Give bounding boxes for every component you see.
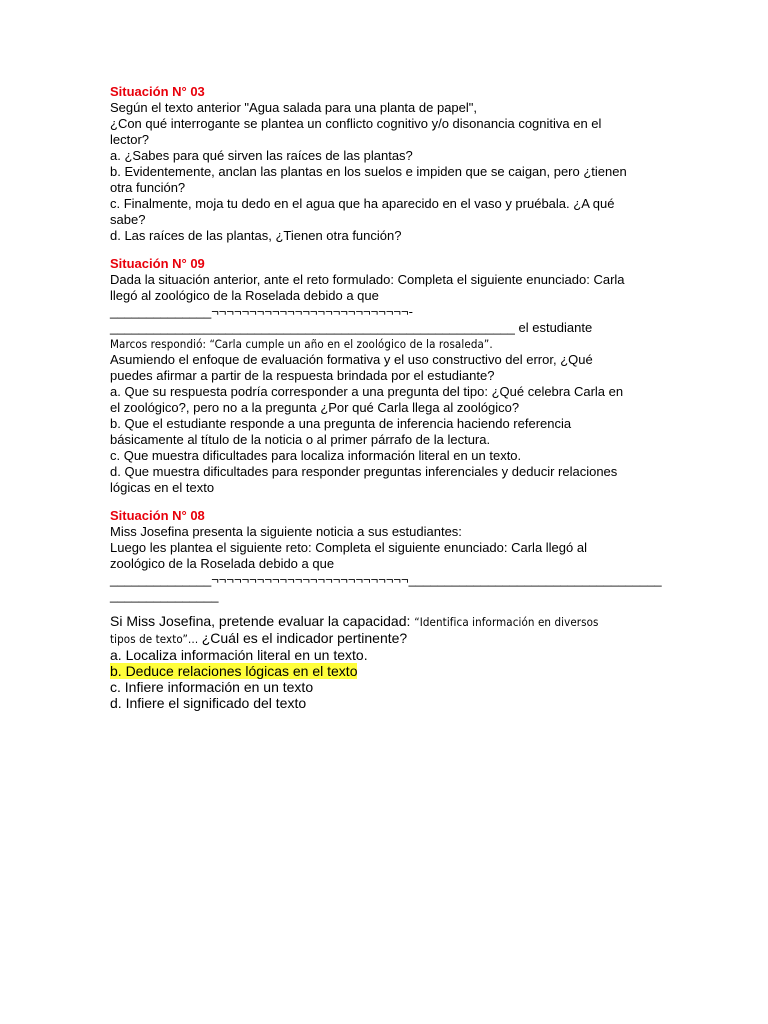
s03-line-2: ¿Con qué interrogante se plantea un conflicto cognitivo y/o disonancia cognitiva en el <box>110 116 602 131</box>
s03-option-d: d. Las raíces de las plantas, ¿Tienen otra función? <box>110 228 402 243</box>
s09-marcos-response: Marcos respondió: “Carla cumple un año en el zoológico de la rosaleda”. <box>110 337 493 351</box>
situacion-03-heading: Situación N° 03 <box>110 84 205 99</box>
s03-option-a: a. ¿Sabes para qué sirven las raíces de las plantas? <box>110 148 413 163</box>
situacion-08-heading: Situación N° 08 <box>110 508 205 523</box>
s03-line-1: Según el texto anterior "Agua salada para una planta de papel", <box>110 100 477 115</box>
s08-blank-line-2: _______________ <box>110 588 219 603</box>
s08-question-capacity: “Identifica información en diversos <box>414 615 599 629</box>
s08-question-start: Si Miss Josefina, pretende evaluar la capacidad: <box>110 613 415 629</box>
s03-line-3: lector? <box>110 132 150 147</box>
s08-line-1: Miss Josefina presenta la siguiente noticia a sus estudiantes: <box>110 524 462 539</box>
highlighted-answer: b. Deduce relaciones lógicas en el texto <box>110 663 358 679</box>
s09-line-2: llegó al zoológico de la Roselada debido a que <box>110 288 379 303</box>
s08-option-a: a. Localiza información literal en un texto. <box>110 647 368 663</box>
s03-option-c: c. Finalmente, moja tu dedo en el agua que ha aparecido en el vaso y pruébala. ¿A qué <box>110 196 615 211</box>
situacion-09-heading: Situación N° 09 <box>110 256 205 271</box>
s08-line-2: Luego les plantea el siguiente reto: Completa el siguiente enunciado: Carla llegó al <box>110 540 587 555</box>
s08-option-c: c. Infiere información en un texto <box>110 679 314 695</box>
s09-line-3: Asumiendo el enfoque de evaluación formativa y el uso constructivo del error, ¿Qué <box>110 352 593 367</box>
s08-line-3: zoológico de la Roselada debido a que <box>110 556 335 571</box>
s08-blank-line-1: ______________¬¬¬¬¬¬¬¬¬¬¬¬¬¬¬¬¬¬¬¬¬¬¬¬¬¬___________________________________ <box>110 572 662 587</box>
s09-blank-line-1: ______________¬¬¬¬¬¬¬¬¬¬¬¬¬¬¬¬¬¬¬¬¬¬¬¬¬¬- <box>110 304 413 319</box>
document-content <box>110 84 662 711</box>
s09-option-a-cont: el zoológico?, pero no a la pregunta ¿Por qué Carla llega al zoológico? <box>110 400 520 415</box>
s08-option-d: d. Infiere el significado del texto <box>110 695 307 711</box>
s09-option-b-cont: básicamente al título de la noticia o al primer párrafo de la lectura. <box>110 432 491 447</box>
s08-option-b-highlighted <box>110 663 662 679</box>
s09-blank-line-2: ________________________________________________________ el estudiante <box>110 320 593 335</box>
s09-option-d-cont: lógicas en el texto <box>110 480 215 495</box>
s03-option-c-cont: sabe? <box>110 212 146 227</box>
s09-option-c: c. Que muestra dificultades para localiza información literal en un texto. <box>110 448 522 463</box>
s03-option-b: b. Evidentemente, anclan las plantas en los suelos e impiden que se caigan, pero ¿tienen <box>110 164 627 179</box>
s09-option-b: b. Que el estudiante responde a una pregunta de inferencia haciendo referencia <box>110 416 572 431</box>
s09-option-d: d. Que muestra dificultades para responder preguntas inferenciales y deducir relaciones <box>110 464 618 479</box>
s09-line-1: Dada la situación anterior, ante el reto formulado: Completa el siguiente enunciado: Carla <box>110 272 625 287</box>
s09-line-4: puedes afirmar a partir de la respuesta brindada por el estudiante? <box>110 368 495 383</box>
s09-option-a: a. Que su respuesta podría corresponder a una pregunta del tipo: ¿Qué celebra Carla en <box>110 384 624 399</box>
s08-question-end: ¿Cuál es el indicador pertinente? <box>201 630 408 646</box>
s08-question-line-2 <box>110 630 662 647</box>
s08-question-line-1 <box>110 613 662 630</box>
s03-option-b-cont: otra función? <box>110 180 186 195</box>
s08-question-capacity-cont: tipos de texto”… <box>110 632 202 646</box>
